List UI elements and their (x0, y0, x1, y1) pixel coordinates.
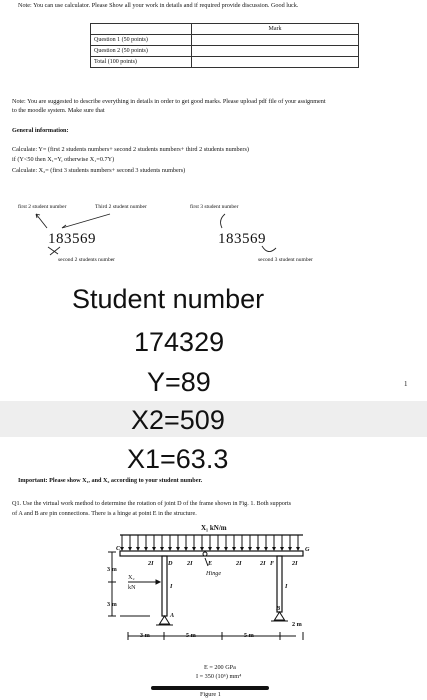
student-x2: X2=509 (131, 405, 225, 435)
dim-5m-left: 5 m (186, 632, 196, 639)
page-number: 1 (404, 380, 408, 388)
node-c: C (116, 545, 121, 552)
label-second2: second 2 students number (58, 257, 115, 263)
student-title: Student number (72, 284, 265, 314)
student-x1: X1=63.3 (127, 444, 229, 474)
dim-3m-horiz: 3 m (140, 632, 150, 639)
student-number: 174329 (134, 327, 225, 357)
member-2i-2: 2I (187, 560, 193, 567)
calc-line-x2: Calculate: X₂= (first 3 students numbers+ second 3 students numbers) (12, 167, 186, 174)
member-i-right: I (285, 583, 288, 590)
dim-5m-right: 5 m (244, 632, 254, 639)
calc-line-x1: if (Y<50 then X₁=Y, otherwise X₁=0.7Y) (12, 156, 115, 163)
figure-caption: Figure 1 (200, 691, 221, 698)
note-upload-line2: to the moodle system. Make sure that (12, 107, 105, 114)
label-first2: first 2 student number (18, 204, 67, 210)
dim-3m-top: 3 m (107, 566, 117, 573)
important-note: Important: Please show X₁, and X₂ according to your student number. (18, 477, 203, 484)
hinge-label: Hinge (206, 570, 222, 577)
note-upload-line1: Note: You are suggested to describe everything in details in order to get good marks. Please upload pdf file of your assignment (12, 98, 326, 105)
q1-line1: Q1. Use the virtual work method to determine the rotation of joint D of the frame shown in Fig. 1. Both supports (12, 500, 292, 507)
node-f: F (270, 560, 275, 567)
handwritten-number-left: 183569 (48, 231, 96, 247)
q1-line2: of A and B are pin connections. There is a hinge at point E in the structure. (12, 510, 197, 517)
home-indicator[interactable] (151, 686, 269, 690)
dim-2m: 2 m (292, 621, 302, 628)
modulus-label: E = 200 GPa (204, 664, 236, 671)
inertia-label: I = 350 (10⁶) mm⁴ (196, 673, 242, 680)
node-g: G (305, 546, 310, 553)
node-e: E (208, 560, 213, 567)
label-first3: first 3 student number (190, 204, 239, 210)
marks-table (90, 23, 359, 68)
marks-header: Mark (192, 24, 359, 35)
label-second3: second 3 student number (258, 257, 313, 263)
load-label: X₁ kN/m (201, 524, 227, 532)
member-2i-3: 2I (236, 560, 242, 567)
student-y: Y=89 (147, 367, 211, 397)
calc-line-y: Calculate: Y= (first 2 students numbers+ second 2 students numbers+ third 2 students numbers) (12, 146, 249, 153)
member-2i-1: 2I (148, 560, 154, 567)
marks-row-q1: Question 1 (50 points) (91, 35, 192, 46)
note-top: Note: You can use calculator. Please Show all your work in details and if required provide discussion. Good luck. (18, 2, 299, 9)
member-i-left: I (170, 583, 173, 590)
node-a: A (170, 612, 175, 619)
general-info-title: General information: (12, 127, 69, 134)
handwritten-number-right: 183569 (218, 231, 266, 247)
node-b: B (276, 605, 281, 612)
node-d: D (168, 560, 173, 567)
marks-row-q2: Question 2 (50 points) (91, 46, 192, 57)
member-2i-4: 2I (260, 560, 266, 567)
member-2i-5: 2I (292, 560, 298, 567)
dim-3m-bottom: 3 m (107, 601, 117, 608)
marks-row-total: Total (100 points) (91, 57, 192, 68)
kn-label: kN (128, 584, 136, 591)
label-third2: Third 2 student number (95, 204, 147, 210)
x2-label: X₂ (128, 574, 135, 581)
